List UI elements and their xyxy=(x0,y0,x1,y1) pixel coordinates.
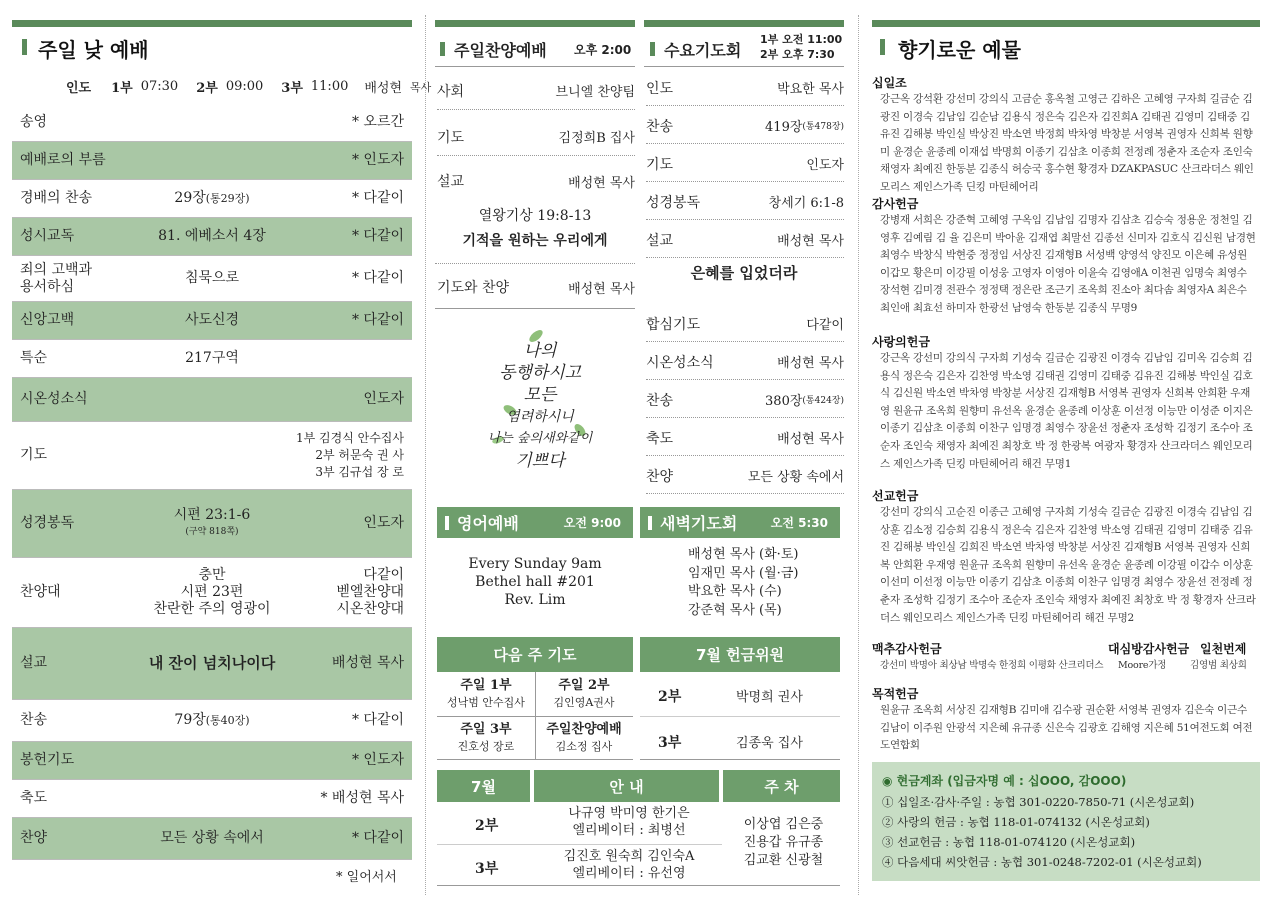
order-label: 신앙고백 xyxy=(20,312,75,328)
account-box xyxy=(872,762,1260,881)
prayer-cell-head: 주일 2부 xyxy=(558,678,610,693)
offering-section-love xyxy=(872,333,1257,473)
order-performer: * 인도자 xyxy=(351,152,404,168)
harvest-thanks-title: 맥추감사헌금 xyxy=(872,642,942,656)
dawn-item: 배성현 목사 (화·토) xyxy=(688,547,799,562)
order-performer: 다같이 벧엘찬양대 시온찬양대 xyxy=(336,567,404,617)
praise-row-label: 사회 xyxy=(437,83,465,100)
wednesday-row xyxy=(646,146,844,182)
order-row xyxy=(12,340,412,378)
calligraphy-line: 염려하시니 xyxy=(506,409,574,425)
wednesday-row-label: 기도 xyxy=(646,156,674,173)
order-performer: * 다같이 xyxy=(351,830,404,846)
section-names: 강근옥 강석환 강선미 강의식 고금순 홍옥철 고영근 김하은 고혜영 구자희 길금순 김광진 이경숙 김남임 김순남 김용식 정은숙 김은자 김진희A 김태권 김영미 김태중 김유진 김해봉 박인실 박상진 박소연 박정희 박차영 박창분 서영복 권영자 신희복 원향미 윤경순 윤종례 이재섭 박명희 이종기 김삼초 이종희 전정례 정춘자 조순자 조인숙 채영자 최예진 한동분 김종식 허승국 홍수현 황경자 DZAKPASUC 산크라더스 웨인모리스 제인스가족 딘킹 마틴헤어리 xyxy=(880,93,1254,193)
calligraphy-line: 나는 숲의새와같이 xyxy=(487,431,593,446)
order-content xyxy=(132,228,292,245)
praise-row-label: 설교 xyxy=(437,174,465,190)
wednesday-row-value: 인도자 xyxy=(806,158,844,173)
column-divider xyxy=(858,15,859,895)
dawn-list xyxy=(688,546,798,620)
praise-divider xyxy=(435,308,635,309)
dawn-header xyxy=(640,507,840,538)
order-content-main: 29장 xyxy=(174,190,206,206)
wednesday-row-value: 배성현 목사 xyxy=(777,432,844,447)
wednesday-row-value: 배성현 목사 xyxy=(777,234,844,249)
order-row xyxy=(12,780,412,818)
order-performer: 인도자 xyxy=(363,515,404,531)
praise-time: 오후 2:00 xyxy=(574,43,632,57)
english-header xyxy=(437,507,633,538)
praise-row-value: 배성현 목사 xyxy=(568,175,635,191)
service2-time: 09:00 xyxy=(225,79,264,94)
order-performer: * 오르간 xyxy=(351,114,404,130)
sunday-top-bar xyxy=(12,20,412,27)
wednesday-title: 수요기도회 xyxy=(664,41,742,60)
praise-row xyxy=(437,268,635,306)
service1-time: 07:30 xyxy=(140,79,179,94)
leader-title: 목사 xyxy=(410,80,432,94)
service2-label: 2부 xyxy=(196,81,218,96)
parking-header: 주 차 xyxy=(723,770,840,802)
wednesday-row-sub: (통478장) xyxy=(802,122,844,132)
wednesday-row-value: 다같이 xyxy=(806,318,844,333)
account-item: ② 사랑의 헌금 : 농협 118-01-074132 (시온성교회) xyxy=(882,815,1150,829)
prayer-cell-name: 김인영A권사 xyxy=(553,696,615,709)
order-row xyxy=(12,422,412,490)
guide-names: 김진호 원숙희 김인숙A xyxy=(563,849,695,864)
next-prayer-header: 다음 주 기도 xyxy=(437,637,633,672)
order-content xyxy=(132,655,292,672)
offerings-title: 향기로운 예물 xyxy=(898,38,1021,62)
order-content xyxy=(132,312,292,329)
wednesday-row-value: 모든 상황 속에서 xyxy=(747,470,844,485)
prayer-cell xyxy=(535,677,633,711)
order-label: 성경봉독 xyxy=(20,515,75,531)
order-performer: 배성현 목사 xyxy=(331,655,404,671)
order-row xyxy=(12,142,412,180)
order-label: 경배의 찬송 xyxy=(20,190,93,206)
order-performer: 1부 김경식 안수집사 2부 허문숙 권 사 3부 김규섭 장 로 xyxy=(295,431,404,479)
order-performer: * 다같이 xyxy=(351,312,404,328)
sunday-times xyxy=(66,77,431,96)
order-performer: * 다같이 xyxy=(351,712,404,728)
english-line: Bethel hall #201 xyxy=(475,574,595,590)
order-label: 특순 xyxy=(20,350,48,366)
order-label: 죄의 고백과 용서하심 xyxy=(20,261,93,295)
guide-cell xyxy=(534,848,724,882)
english-time: 오전 9:00 xyxy=(563,516,621,530)
order-performer: * 다같이 xyxy=(351,228,404,244)
order-row xyxy=(12,218,412,256)
calligraphy-line: 동행하시고 xyxy=(498,363,582,383)
calligraphy-line: 모든 xyxy=(523,385,557,405)
sunday-title-marker xyxy=(22,39,27,55)
order-performer: * 다같이 xyxy=(351,270,404,286)
prayer-cell-head: 주일 1부 xyxy=(460,678,512,693)
order-content-main: 79장 xyxy=(174,712,206,728)
wednesday-line xyxy=(644,66,844,67)
wednesday-row-value: 419장 xyxy=(765,120,803,135)
order-label: 송영 xyxy=(20,114,48,130)
wednesday-row-value: 창세기 6:1-8 xyxy=(768,196,844,211)
praise-row xyxy=(437,72,635,110)
committee-grid xyxy=(640,672,840,760)
account-title: ◉ 현금계좌 (입금자명 예 : 십OOO, 감OOO) xyxy=(882,774,1127,788)
prayer-cell-name: 김소정 집사 xyxy=(555,740,613,753)
account-item: ③ 선교헌금 : 농협 118-01-074120 (시온성교회) xyxy=(882,835,1136,849)
guide-label: 3부 xyxy=(475,861,499,877)
order-row xyxy=(12,742,412,780)
dawn-item: 박요한 목사 (수) xyxy=(688,584,782,599)
committee-name: 박명희 권사 xyxy=(736,690,803,705)
wednesday-times xyxy=(760,32,842,62)
wednesday-row xyxy=(646,458,844,494)
account-item: ④ 다음세대 씨앗헌금 : 농협 301-0248-7202-01 (시온성교회) xyxy=(882,855,1202,869)
harvest-thanks-names: 강선미 박명아 최상남 박명숙 한정희 이평화 산크리더스 xyxy=(880,660,1104,671)
order-label: 시온성소식 xyxy=(20,391,88,407)
order-row xyxy=(12,378,412,422)
order-row xyxy=(12,558,412,628)
guide-label: 2부 xyxy=(475,818,499,834)
order-content xyxy=(132,350,292,367)
service3-time: 11:00 xyxy=(310,79,349,94)
leader-label: 인도 xyxy=(66,81,92,96)
visit-thanks-names: Moore가정 xyxy=(1118,660,1167,671)
section-names: 강근옥 강선미 강의식 구자희 기성숙 길금순 김광진 이경숙 김남임 김미옥 김승희 김용식 정은숙 김은자 김찬영 박소영 김태권 김영미 김태중 김유진 김해봉 박인실 김호식 김신원 박소연 박차영 박창분 서상진 김재형B 서영복 권영자 신희복 안희환 우재영 원윤규 조옥희 원향미 유선옥 윤경순 윤종례 이상훈 이선정 이능만 이성준 이지은 이종기 김삼초 이종희 이찬구 임명경 최영수 장윤선 정춘자 조성학 김정기 조수아 조순자 조인숙 채영자 최예진 최창호 박 정 한광복 여광자 황경자 산크라더스 웨인모리스 제인스가족 딘킹 마틴헤어리 해건 무명1 xyxy=(880,352,1253,470)
praise-title-marker xyxy=(440,42,445,56)
parking-list xyxy=(727,816,840,870)
order-label: 봉헌기도 xyxy=(20,752,75,768)
order-label: 기도 xyxy=(20,447,48,463)
order-content-sub: (구약 818쪽) xyxy=(185,526,239,537)
column-divider xyxy=(425,15,426,895)
offering-section-purpose xyxy=(872,685,1257,755)
order-label: 축도 xyxy=(20,790,48,806)
committee-header: 7월 헌금위원 xyxy=(640,637,840,672)
order-performer: * 다같이 xyxy=(351,190,404,206)
order-content-main: 시편 23:1-6 xyxy=(173,506,251,523)
offering-section-thanks xyxy=(872,195,1257,318)
wednesday-row-label: 시온성소식 xyxy=(646,354,714,371)
wednesday-row-value: 박요한 목사 xyxy=(777,82,844,97)
thousand-offering-title: 일천번제 xyxy=(1200,642,1247,656)
english-details xyxy=(437,555,633,609)
wednesday-row-label: 찬송 xyxy=(646,118,674,135)
committee-label: 3부 xyxy=(658,735,682,751)
offerings-title-marker xyxy=(880,39,885,55)
header-marker xyxy=(648,516,652,530)
wednesday-row xyxy=(646,184,844,220)
committee-name: 김종욱 집사 xyxy=(736,736,803,751)
prayer-cell xyxy=(437,721,535,755)
calligraphy-art xyxy=(470,320,610,490)
order-content-main: 침묵으로 xyxy=(184,270,240,286)
order-performer: 인도자 xyxy=(363,391,404,407)
wednesday-row-sub: (통424장) xyxy=(802,396,844,406)
parking-item: 김교환 신광철 xyxy=(743,853,824,868)
calligraphy-text xyxy=(470,320,610,472)
order-content-main: 내 잔이 넘치나이다 xyxy=(148,654,276,672)
praise-row xyxy=(437,162,635,200)
committee-label: 2부 xyxy=(658,689,682,705)
wednesday-time1: 1부 오전 11:00 xyxy=(760,33,843,46)
dawn-time: 오전 5:30 xyxy=(770,516,828,530)
account-list xyxy=(882,792,1250,872)
section-title: 선교헌금 xyxy=(872,489,919,503)
prayer-cell-name: 진호성 장로 xyxy=(457,740,515,753)
english-line: Every Sunday 9am xyxy=(468,556,602,572)
praise-row-value: 김정희B 집사 xyxy=(558,131,635,146)
order-content-main: 모든 상황 속에서 xyxy=(160,830,264,846)
guide-cell xyxy=(534,805,724,839)
wednesday-row-label: 찬양 xyxy=(646,468,674,485)
order-content xyxy=(132,190,292,207)
thousand-offering-names: 김영범 최상희 xyxy=(1190,660,1247,671)
order-row xyxy=(12,256,412,302)
order-row xyxy=(12,302,412,340)
dawn-title: 새벽기도회 xyxy=(660,514,738,533)
praise-row-label: 기도와 찬양 xyxy=(437,280,510,296)
grid-line xyxy=(437,844,722,845)
calligraphy-line: 나의 xyxy=(523,341,557,361)
wednesday-row xyxy=(646,222,844,258)
order-row xyxy=(12,104,412,142)
order-content xyxy=(132,712,292,729)
praise-sermon-title: 기적을 원하는 우리에게 xyxy=(462,233,608,249)
praise-divider xyxy=(435,263,635,264)
guide-month-header: 7월 xyxy=(437,770,530,802)
order-performer: * 배성현 목사 xyxy=(320,790,404,806)
visit-thanks-title: 대심방감사헌금 xyxy=(1108,642,1190,656)
wednesday-row xyxy=(646,306,844,342)
order-content-main: 사도신경 xyxy=(184,312,240,328)
praise-title: 주일찬양예배 xyxy=(454,41,547,60)
order-content xyxy=(132,507,292,541)
dawn-item: 강준혁 목사 (목) xyxy=(688,602,782,618)
wednesday-row-label: 찬송 xyxy=(646,392,674,409)
sunday-title: 주일 낮 예배 xyxy=(38,38,149,62)
grid-line xyxy=(437,716,633,717)
parking-item: 진용갑 유규종 xyxy=(743,835,824,850)
wednesday-row xyxy=(646,344,844,380)
leader-name: 배성현 xyxy=(364,81,403,96)
wednesday-top-bar xyxy=(644,20,844,27)
praise-row xyxy=(437,118,635,156)
order-content-sub: (통40장) xyxy=(205,714,250,727)
wednesday-row xyxy=(646,108,844,144)
guide-grid xyxy=(437,802,840,886)
order-row xyxy=(12,700,412,742)
wednesday-title-marker xyxy=(650,42,655,56)
wednesday-row-label: 인도 xyxy=(646,80,674,97)
prayer-cell-head: 주일 3부 xyxy=(460,722,512,737)
prayer-cell-head: 주일찬양예배 xyxy=(546,722,622,737)
guide-names: 나규영 박미영 한기은 xyxy=(568,806,690,821)
order-performer: * 인도자 xyxy=(351,752,404,768)
praise-row-value: 배성현 목사 xyxy=(568,281,635,297)
guide-elevator: 엘리베이터 : 유선영 xyxy=(572,866,686,881)
section-names: 원윤규 조옥희 서상진 김재형B 김미애 김수광 권순환 서영복 권영자 김은숙 이근수 김남이 이주원 안광석 지은혜 유규종 신은숙 김광호 김해영 지은혜 51여전도회 여전도연합회 xyxy=(880,704,1253,752)
wednesday-row xyxy=(646,70,844,106)
order-row xyxy=(12,490,412,558)
praise-row-label: 기도 xyxy=(437,129,465,146)
praise-row-value: 브니엘 찬양팀 xyxy=(555,85,635,100)
prayer-cell xyxy=(437,677,535,711)
praise-sermon-ref: 열왕기상 19:8-13 xyxy=(478,208,592,224)
grid-line xyxy=(640,716,840,717)
prayer-cell xyxy=(535,721,633,755)
account-item: ① 십일조·감사·주일 : 농협 301-0220-7850-71 (시온성교회) xyxy=(882,795,1195,809)
order-content-main: 217구역 xyxy=(185,350,239,366)
order-content xyxy=(132,567,292,618)
wednesday-row xyxy=(646,420,844,456)
section-names: 강선미 강의식 고순진 이종근 고혜영 구자희 기성숙 길금순 김광진 이경숙 김남임 김상훈 김소정 김승희 김용식 정은숙 김은자 김찬영 박소영 김태권 김영미 김태중 김유진 김해봉 박인실 김희진 박소연 박차영 박창분 서상진 김재형B 서영복 권영자 신희복 안희환 우재영 원윤규 조옥희 원향미 유선옥 윤경순 윤종례 이강필 이갑수 이상훈 이선미 이선정 이능만 이종기 김삼초 이종희 이찬구 임명경 최영수 장윤선 전정례 정춘자 조성학 김정기 조수아 조순자 조인숙 채영자 최예진 최창호 박 정 황경자 산크라더스 웨인모리스 제인스가족 딘킹 마틴헤어리 해건 무명2 xyxy=(880,506,1256,624)
section-title: 목적헌금 xyxy=(872,687,919,701)
standing-note: * 일어서서 xyxy=(336,870,397,885)
calligraphy-line: 기쁘다 xyxy=(515,451,565,471)
order-content-main: 81. 에베소서 4장 xyxy=(158,228,266,244)
praise-top-bar xyxy=(435,20,635,27)
order-label: 찬양 xyxy=(20,830,48,846)
wednesday-row-label: 합심기도 xyxy=(646,316,701,333)
english-line: Rev. Lim xyxy=(504,592,566,608)
service3-label: 3부 xyxy=(281,81,303,96)
order-content-sub: (통29장) xyxy=(205,192,250,205)
section-title: 감사헌금 xyxy=(872,197,919,211)
order-label: 설교 xyxy=(20,655,48,671)
parking-item: 이상엽 김은중 xyxy=(743,817,824,832)
wednesday-row xyxy=(646,382,844,418)
order-content-main: 충만 시편 23편 찬란한 주의 영광이 xyxy=(153,567,271,617)
order-row xyxy=(12,818,412,860)
dawn-item: 임재민 목사 (월·금) xyxy=(688,565,799,581)
wednesday-sermon-title: 은혜를 입었더라 xyxy=(690,264,798,282)
order-label: 찬양대 xyxy=(20,584,61,600)
next-prayer-grid xyxy=(437,672,633,760)
order-content xyxy=(132,270,292,287)
offering-section-tithe xyxy=(872,74,1257,197)
section-names: 강병재 서희은 강준혁 고혜영 구옥임 김남임 김명자 김삼초 김승숙 정용운 정천일 김영후 김예림 김 율 김은미 박아윤 김재엽 최말선 김종선 신미자 김호식 김신원 남경현 최영수 박창식 박현중 정정임 서상진 김재형B 서성백 양영석 양진모 이은혜 유성원 이갑모 황은미 이강필 이성웅 고영자 이영아 이윤숙 김영애A 이천권 임명숙 최영수 장석현 김미경 전관수 정정택 정은란 조근기 조옥희 진소아 최다솜 최영자A 최은수 최인애 최효선 하미자 한광선 남영숙 한동분 김종식 무명9 xyxy=(880,214,1256,314)
order-row xyxy=(12,180,412,218)
wednesday-row-value: 배성현 목사 xyxy=(777,356,844,371)
section-title: 사랑의헌금 xyxy=(872,335,930,349)
wednesday-row-label: 성경봉독 xyxy=(646,194,701,211)
order-row xyxy=(12,628,412,700)
wednesday-row-label: 축도 xyxy=(646,430,674,447)
guide-header: 안 내 xyxy=(534,770,719,802)
wednesday-time2: 2부 오후 7:30 xyxy=(760,48,835,61)
offering-section-mission xyxy=(872,487,1257,627)
service1-label: 1부 xyxy=(111,81,133,96)
praise-line xyxy=(435,66,635,67)
english-title: 영어예배 xyxy=(457,514,519,533)
header-marker xyxy=(445,516,449,530)
guide-elevator: 엘리베이터 : 최병선 xyxy=(572,823,686,838)
order-label: 찬송 xyxy=(20,712,48,728)
order-content xyxy=(132,830,292,847)
wednesday-row-value: 380장 xyxy=(765,394,803,409)
offerings-top-bar xyxy=(872,20,1260,27)
order-label: 성시교독 xyxy=(20,228,75,244)
section-title: 십일조 xyxy=(872,76,907,90)
prayer-cell-name: 성낙범 안수집사 xyxy=(447,696,525,709)
wednesday-row-label: 설교 xyxy=(646,232,674,249)
order-label: 예배로의 부름 xyxy=(20,152,106,168)
